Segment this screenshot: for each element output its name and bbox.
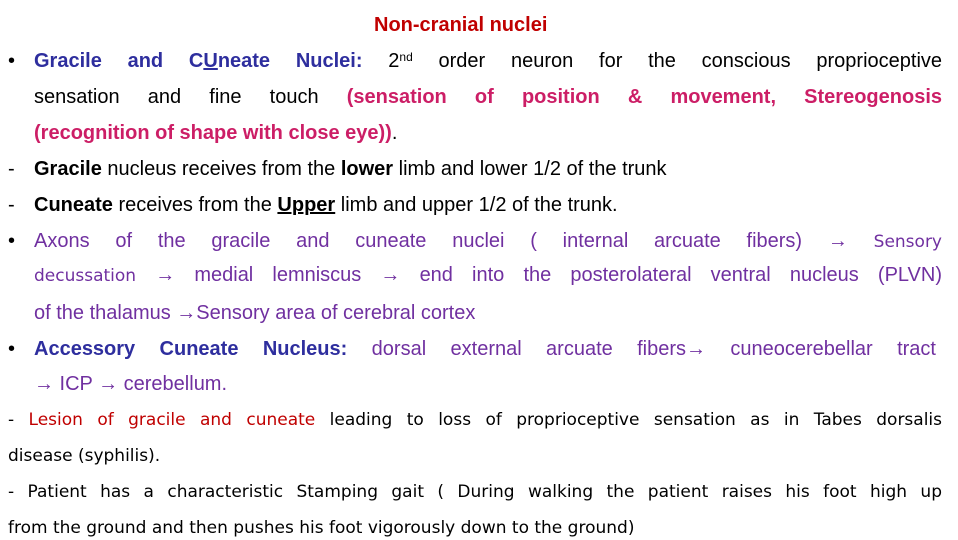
text: dorsal external arcuate fibers→ cuneocerebellar tract: [347, 338, 936, 360]
heading-underlined-letter: U: [203, 50, 218, 72]
heading: Accessory Cuneate Nucleus:: [34, 338, 348, 360]
bullet-dot: •: [8, 230, 16, 252]
text: order neuron for the conscious proprioceptive: [412, 50, 943, 72]
text: → ICP → cerebellum.: [34, 373, 228, 395]
lesion-line-2: disease (syphilis).: [8, 446, 161, 466]
bold-term: lower: [340, 158, 394, 180]
patient-line-1: - Patient has a characteristic Stamping gait ( During walking the patient raises his foot high up: [8, 482, 942, 502]
gracile-line: [34, 157, 667, 181]
gracile-cuneate-line-2: [34, 85, 942, 109]
bullet-dash: -: [8, 194, 15, 216]
cuneate-line: [34, 193, 618, 217]
axons-line-3: of the thalamus →Sensory area of cerebral cortex: [34, 302, 476, 324]
text: Axons of the gracile and cuneate nuclei ( internal arcuate fibers) →: [34, 230, 874, 252]
page-title: Non-cranial nuclei: [374, 14, 548, 36]
patient-line-2: from the ground and then pushes his foot vigorously down to the ground): [8, 518, 635, 538]
bold-term: Cuneate: [34, 194, 113, 216]
text: nucleus receives from the: [101, 158, 341, 180]
accessory-cuneate-line-1: [34, 337, 936, 361]
gracile-cuneate-line-3: [34, 121, 397, 145]
text: receives from the: [112, 194, 278, 216]
text: limb and lower 1/2 of the trunk: [393, 158, 667, 180]
heading-part-1: Gracile and C: [34, 50, 204, 72]
text: decussation: [34, 266, 137, 286]
bold-term: Gracile: [34, 158, 102, 180]
text: → medial lemniscus → end into the posterolateral ventral nucleus (PLVN): [136, 264, 942, 286]
accessory-cuneate-line-2: [34, 372, 227, 396]
highlight-text: Lesion of gracile and cuneate: [28, 410, 316, 430]
bullet-dot: •: [8, 50, 16, 72]
text: Sensory: [873, 232, 942, 252]
highlight-text: (recognition of shape with close eye)): [34, 122, 392, 144]
text: -: [8, 410, 29, 430]
superscript: nd: [399, 50, 413, 64]
text: 2: [362, 50, 400, 72]
text: leading to loss of proprioceptive sensation as in Tabes dorsalis: [315, 410, 943, 430]
bullet-dot: •: [8, 338, 16, 360]
axons-line-1: [34, 229, 942, 254]
bullet-dash: -: [8, 158, 15, 180]
axons-line-2: [34, 263, 942, 288]
lesion-line-1: [8, 408, 942, 432]
bold-term: Upper: [277, 194, 336, 216]
heading-part-2: neate Nuclei:: [217, 50, 363, 72]
gracile-cuneate-line-1: [34, 49, 942, 73]
text: limb and upper 1/2 of the trunk.: [335, 194, 618, 216]
highlight-text: (sensation of position & movement, Stereogenosis: [346, 86, 942, 108]
text: .: [391, 122, 398, 144]
text: sensation and fine touch: [34, 86, 347, 108]
